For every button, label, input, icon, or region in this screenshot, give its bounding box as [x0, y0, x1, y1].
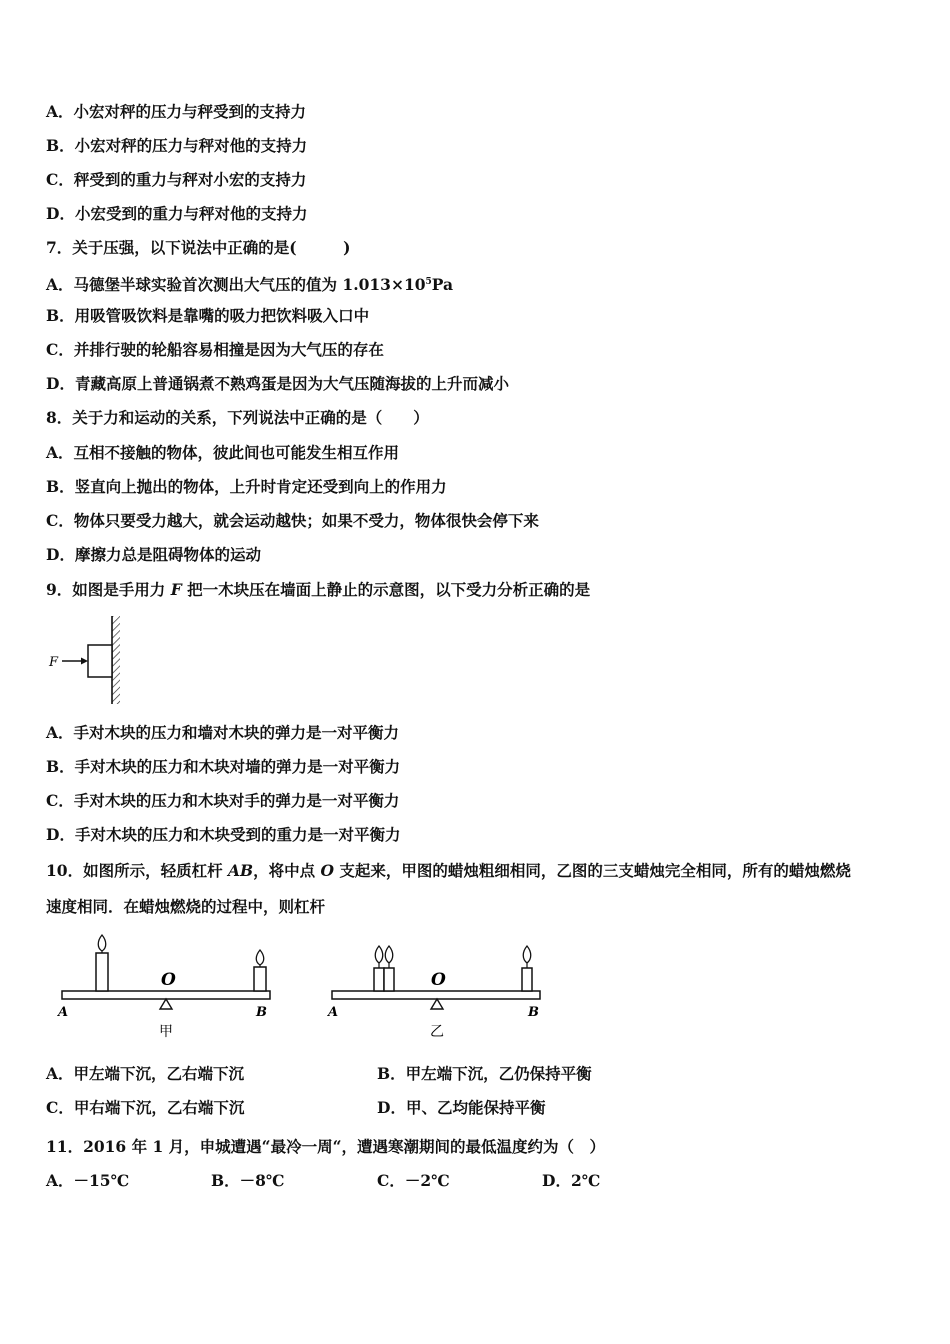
q9-option-d: D．手对木块的压力和木块受到的重力是一对平衡力: [46, 825, 401, 844]
q7-option-a-unit: Pa: [431, 275, 454, 295]
yi-label-b: B: [528, 1005, 539, 1020]
q9-option-c: C．手对木块的压力和木块对手的弹力是一对平衡力: [46, 791, 400, 810]
yi-caption: 乙: [430, 1024, 444, 1040]
jia-right-flame: [256, 950, 264, 965]
jia-caption: 甲: [159, 1024, 173, 1040]
q10-figure-yi: [324, 930, 554, 1042]
q10-stem-c: 支起来，甲图的蜡烛粗细相同，乙图的三支蜡烛完全相同，所有的蜡烛燃烧: [334, 861, 851, 880]
q9-option-b: B．手对木块的压力和木块对墙的弹力是一对平衡力: [46, 757, 401, 776]
yi-lever: [332, 991, 540, 999]
q7-option-b: B．用吸管吸饮料是靠嘴的吸力把饮料吸入口中: [46, 306, 370, 325]
q9-force-label: F: [49, 655, 59, 670]
yi-fulcrum: [431, 999, 443, 1009]
q6-option-b: B．小宏对秤的压力与秤对他的支持力: [46, 136, 308, 155]
q10-stem-var-o: O: [320, 861, 335, 880]
q10-stem-a: 10．如图所示，轻质杠杆: [46, 861, 228, 880]
yi-left-flame-2: [385, 946, 393, 963]
q10-option-d: D．甲、乙均能保持平衡: [377, 1098, 546, 1117]
q9-option-a: A．手对木块的压力和墙对木块的弹力是一对平衡力: [46, 723, 400, 742]
q10-option-a: A．甲左端下沉，乙右端下沉: [46, 1064, 245, 1083]
q11-stem: 11．2016 年 1 月，申城遭遇“最冷一周“，遭遇寒潮期间的最低温度约为（ ）: [46, 1137, 606, 1156]
q8-option-a: A．互相不接触的物体，彼此间也可能发生相互作用: [46, 443, 400, 462]
q9-stem-post: 把一木块压在墙面上静止的示意图，以下受力分析正确的是: [181, 580, 591, 599]
jia-right-candle: [254, 967, 266, 991]
q11-option-b: B．－8℃: [211, 1171, 285, 1190]
q10-stem-var-ab: AB: [227, 861, 254, 880]
q10-stem-b: ，将中点: [253, 861, 321, 880]
q8-option-b: B．竖直向上抛出的物体，上升时肯定还受到向上的作用力: [46, 477, 447, 496]
jia-fulcrum: [160, 999, 172, 1009]
q11-option-d: D．2℃: [542, 1171, 601, 1190]
q9-stem-var: F: [170, 580, 182, 599]
q7-option-a: [46, 272, 453, 295]
q8-option-c: C．物体只要受力越大，就会运动越快；如果不受力，物体很快会停下来: [46, 511, 539, 530]
q9-force-arrowhead: [81, 658, 88, 665]
q10-stem-line2: 速度相同．在蜡烛燃烧的过程中，则杠杆: [46, 897, 326, 916]
q7-option-c: C．并排行驶的轮船容易相撞是因为大气压的存在: [46, 340, 384, 359]
yi-label-o: O: [431, 970, 446, 990]
q9-figure-wall-block: [44, 614, 134, 706]
q7-option-a-text: A．马德堡半球实验首次测出大气压的值为 1.013×10: [46, 275, 426, 295]
q9-wood-block: [88, 645, 112, 677]
q11-option-c: C．－2℃: [377, 1171, 450, 1190]
jia-left-flame: [98, 935, 106, 951]
jia-label-o: O: [161, 970, 176, 990]
jia-label-b: B: [256, 1005, 267, 1020]
q10-stem-line1: [46, 861, 851, 881]
yi-right-flame: [523, 946, 531, 963]
q10-option-c: C．甲右端下沉，乙右端下沉: [46, 1098, 245, 1117]
q11-option-a: A．－15℃: [46, 1171, 130, 1190]
yi-right-candle: [522, 968, 532, 991]
q6-option-a: A．小宏对秤的压力与秤受到的支持力: [46, 102, 307, 121]
q7-option-d: D．青藏高原上普通锅煮不熟鸡蛋是因为大气压随海拔的上升而减小: [46, 374, 509, 393]
jia-left-candle: [96, 953, 108, 991]
yi-left-candle-2: [384, 968, 394, 991]
q8-option-d: D．摩擦力总是阻碍物体的运动: [46, 545, 261, 564]
q10-figure-jia: [50, 930, 290, 1042]
yi-left-flame-1: [375, 946, 383, 963]
q10-option-b: B．甲左端下沉，乙仍保持平衡: [377, 1064, 592, 1083]
q8-stem: 8．关于力和运动的关系，下列说法中正确的是（ ）: [46, 408, 429, 427]
q7-option-a-exponent: 5: [425, 277, 432, 287]
q6-option-c: C．秤受到的重力与秤对小宏的支持力: [46, 170, 307, 189]
yi-label-a: A: [328, 1005, 339, 1020]
jia-label-a: A: [58, 1005, 69, 1020]
q9-stem-pre: 9．如图是手用力: [46, 580, 171, 599]
yi-left-candle-1: [374, 968, 384, 991]
q9-wall-hatch: [112, 616, 120, 704]
q9-stem: [46, 580, 590, 600]
q6-option-d: D．小宏受到的重力与秤对他的支持力: [46, 204, 308, 223]
q7-stem: 7．关于压强，以下说法中正确的是( ): [46, 238, 351, 257]
